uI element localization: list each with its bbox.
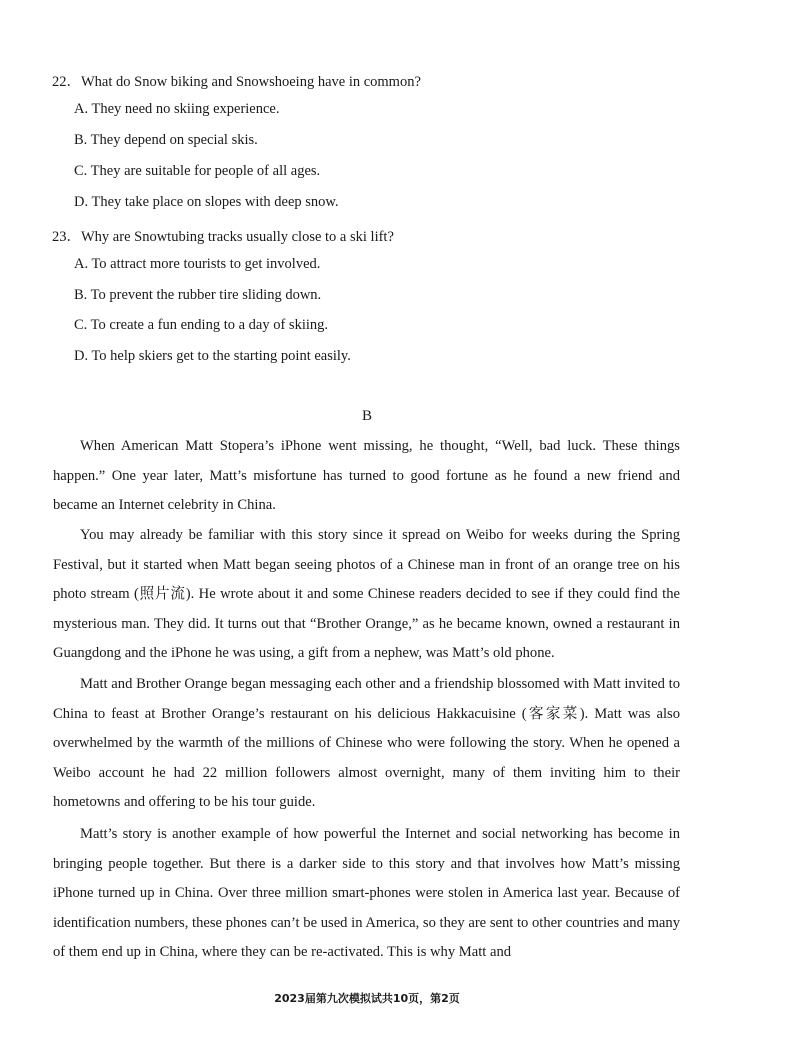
passage-paragraph-4: Matt’s story is another example of how powerful the Internet and social networking has become in bringing people together. But there is a darker side to this story and that involves how Matt’s missing iPhone turned up in China. Over three million smart-phones were stolen in America last year. Because of identification numbers, these phones can’t be used in America, so they are sent to other countries and many of them end up in China, where they can be re-activated. This is why Matt and: [53, 826, 680, 961]
question-22-stem: 22．What do Snow biking and Snowshoeing have in common?: [52, 74, 421, 90]
question-22-option-b: B. They depend on special skis.: [74, 132, 258, 148]
question-23-option-d: D. To help skiers get to the starting point easily.: [74, 348, 351, 364]
question-22-option-d: D. They take place on slopes with deep snow.: [74, 194, 339, 210]
question-23-stem: 23．Why are Snowtubing tracks usually close to a ski lift?: [52, 229, 394, 245]
passage-paragraph-2: You may already be familiar with this story since it spread on Weibo for weeks during the Spring Festival, but it started when Matt began seeing photos of a Chinese man in front of an orange tree on his photo stream (照片流). He wrote about it and some Chinese readers decided to see if they could find the mysterious man. They did. It turns out that “Brother Orange,” as he became known, owned a restaurant in Guangdong and the iPhone he was using, a gift from a nephew, was Matt’s old phone.: [53, 527, 680, 662]
page-footer: 2023届第九次模拟试共10页，第2页: [274, 992, 460, 1005]
question-23-option-a: A. To attract more tourists to get involved.: [74, 256, 321, 272]
section-heading: B: [361, 408, 372, 424]
question-22-option-c: C. They are suitable for people of all ages.: [74, 163, 321, 179]
question-23-option-c: C. To create a fun ending to a day of skiing.: [74, 317, 329, 333]
passage-paragraph-1: When American Matt Stopera’s iPhone went missing, he thought, “Well, bad luck. These things happen.” One year later, Matt’s misfortune has turned to good fortune as he found a new friend and became an Internet celebrity in China.: [53, 438, 680, 514]
question-23-option-b: B. To prevent the rubber tire sliding down.: [74, 287, 322, 303]
question-22-option-a: A. They need no skiing experience.: [74, 101, 280, 117]
passage-paragraph-3: Matt and Brother Orange began messaging each other and a friendship blossomed with Matt invited to China to feast at Brother Orange’s restaurant on his delicious Hakkacuisine (客家菜). Matt was also overwhelmed by the warmth of the millions of Chinese who were following the story. When he opened a Weibo account he had 22 million followers almost overnight, many of them inviting him to their hometowns and offering to be his tour guide.: [53, 676, 680, 811]
